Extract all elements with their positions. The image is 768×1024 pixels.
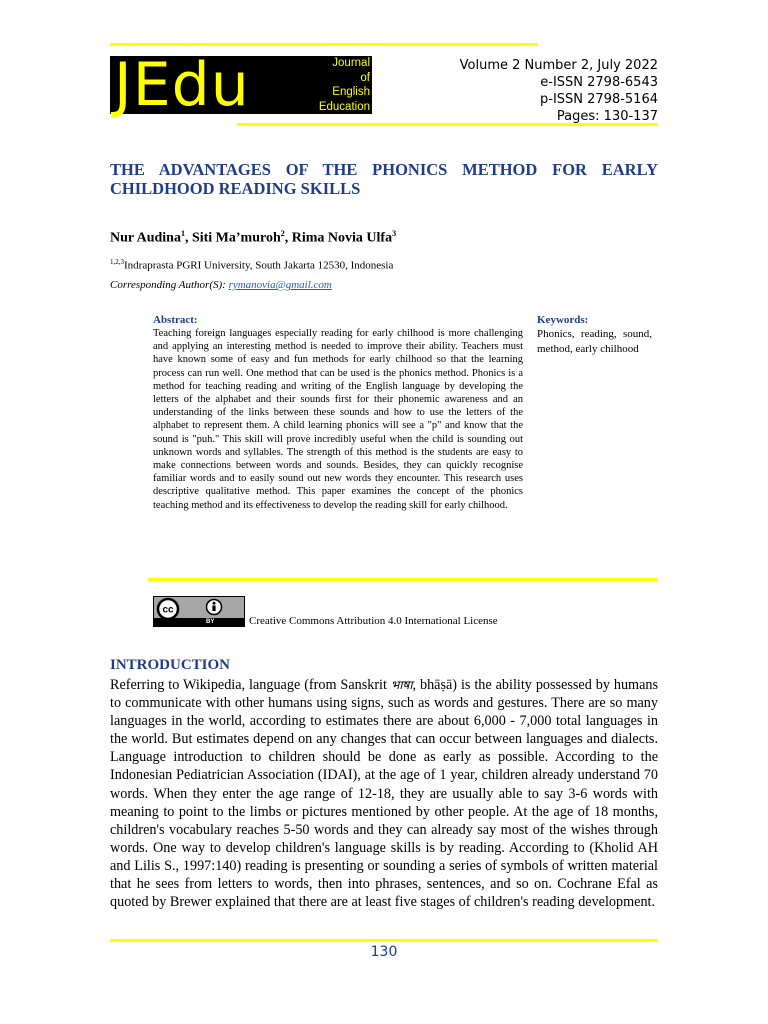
affiliation-text: Indraprasta PGRI University, South Jakarta 12530, Indonesia: [124, 259, 394, 272]
author-separator: ,: [184, 230, 192, 246]
author-name: Nur Audina: [110, 230, 181, 246]
footer-rule: [110, 939, 658, 942]
page-number: 130: [370, 944, 398, 960]
author-list: [110, 229, 396, 247]
cc-badge-strip: [154, 618, 244, 626]
author-sup: 3: [392, 229, 397, 238]
header-top-rule: [110, 43, 538, 46]
cc-by-text: BY: [206, 619, 215, 625]
page-range: Pages: 130-137: [556, 109, 658, 124]
eissn: e-ISSN 2798-6543: [540, 75, 658, 90]
author-name: Rima Novia Ulfa: [291, 230, 393, 246]
cc-icon: [154, 597, 244, 619]
keywords-text: Phonics, reading, sound, method, early chilhood: [537, 328, 652, 355]
author-name: Siti Ma’muroh: [191, 230, 281, 246]
logo-wordmark: JEdu: [114, 50, 250, 120]
author-separator: ,: [284, 230, 292, 246]
corresponding-author: [110, 279, 332, 291]
logo-sub-line: Journal: [332, 57, 370, 69]
author-sup: 1: [180, 229, 185, 238]
license-text: Creative Commons Attribution 4.0 International License: [249, 615, 498, 627]
logo-subtitle: [290, 56, 370, 114]
svg-text:cc: cc: [162, 604, 174, 616]
volume-info: Volume 2 Number 2, July 2022: [459, 58, 658, 73]
logo-sub-line: of: [360, 71, 370, 84]
pissn: p-ISSN 2798-5164: [540, 92, 658, 107]
logo-sub-line: English: [332, 86, 370, 98]
affiliation-sup: 1,2,3: [110, 258, 124, 266]
abstract-text: Teaching foreign languages especially reading for early chilhood is more challenging and applying an interesting method is needed to improve their ability. Teachers must have known some of easy and fun methods for early chilhood so that the learning process can run well. One method that can be used is the phonics method. Phonics is a method for teaching reading and writing of the English language by developing the letters of the alphabet and their sounds first for their phonemic awareness and an understanding of the links between these sounds and how to use the letters of the alphabet to represent them. A child learning phonics will see a "p" and know that the sound is "puh." This skill will prove incredibly useful when the child is sounding out unknown words and syllables. The strength of this method is the students are easy to make connections between words and sounds. Besides, they can quickly recognise familiar words and to easily sound out new words they encounter. This research uses descriptive qualitative method. This paper examines the concept of the phonics teaching method and its effectiveness to develop the reading skill for early chilhood.: [153, 328, 523, 511]
journal-meta: [460, 57, 658, 125]
journal-logo: [110, 50, 372, 120]
paper-title: THE ADVANTAGES OF THE PHONICS METHOD FOR EARLY CHILDHOOD READING SKILLS: [110, 160, 658, 198]
introduction-paragraph: [110, 676, 658, 911]
keywords-heading: Keywords:: [537, 314, 589, 326]
corresponding-email-link[interactable]: rymanovia@gmail.com: [228, 279, 332, 291]
section-heading-introduction: INTRODUCTION: [110, 657, 231, 673]
intro-text-after: , bhāṣā) is the ability possessed by humans to communicate with other humans using signs, such as words and gestures. There are so many languages in the world, according to estimates there are about 6,000 - 7,000 total languages in the world. But estimates depend on any changes that can occur between languages and dialects. Language introduction to children should be done as early as possible. According to the Indonesian Pediatrician Association (IDAI), at the age of 1 year, children already understand 70 words. When they enter the age range of 12-18, they are usually able to say 3-6 words with meaning to point to the limbs or pictures mentioned by other people. At the age of 18 months, children's vocabulary reaches 5-50 words and they can already say most of the wishes through words. One way to develop children's language skills is by reading. According to (Kholid AH and Lilis S., 1997:140) reading is presenting or sounding a series of symbols of written material that he sees from letters to words, then into phrases, sentences, and so on. Cochrane Efal as quoted by Brewer explained that there are at least five stages of children's reading development.: [110, 677, 658, 911]
author-sup: 2: [280, 229, 285, 238]
abstract-rule: [148, 578, 658, 581]
intro-text-before: Referring to Wikipedia, language (from Sanskrit: [110, 677, 391, 693]
affiliation: [110, 258, 393, 272]
abstract-heading: Abstract:: [153, 314, 198, 326]
cc-by-badge[interactable]: [153, 596, 245, 627]
logo-sub-line: Education: [318, 100, 370, 113]
corresponding-label: Corresponding Author(S):: [110, 279, 229, 291]
sanskrit-word: भाषा: [390, 678, 413, 692]
